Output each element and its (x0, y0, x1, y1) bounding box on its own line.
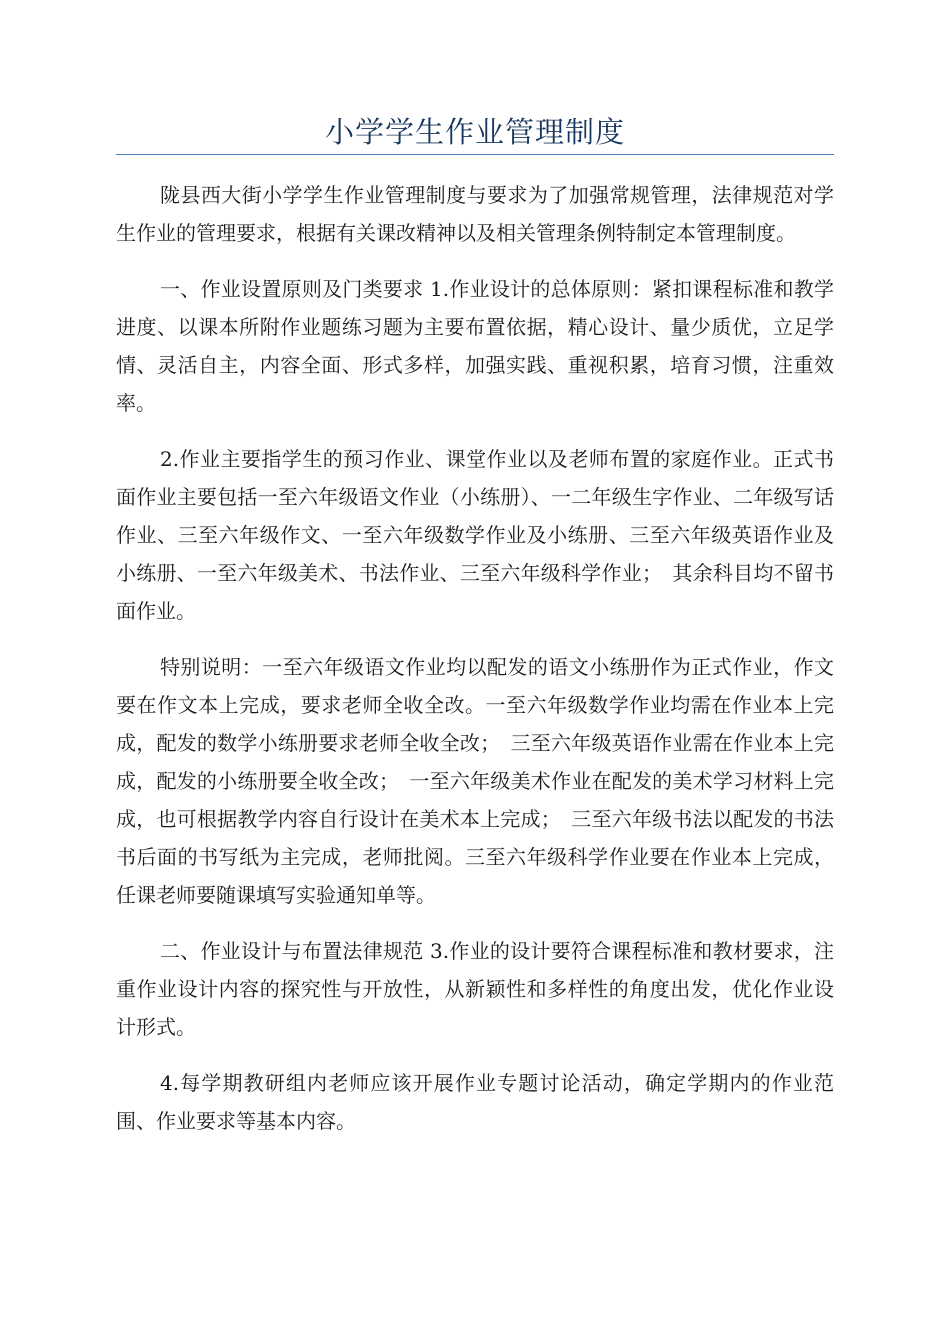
paragraph-section-one: 一、作业设置原则及门类要求 1.作业设计的总体原则：紧扣课程标准和教学进度、以课本所附作业题练习题为主要布置依据，精心设计、量少质优，立足学情、灵活自主，内容全面、形式多样，加强实践、重视积累，培育习惯，注重效率。 (116, 277, 834, 415)
paragraph-intro: 陇县西大街小学学生作业管理制度与要求为了加强常规管理，法律规范对学生作业的管理要求，根据有关课改精神以及相关管理条例特制定本管理制度。 (116, 183, 834, 245)
title-underline (116, 154, 834, 155)
paragraph-item-two: 2.作业主要指学生的预习作业、课堂作业以及老师布置的家庭作业。正式书面作业主要包括一至六年级语文作业（小练册）、一二年级生字作业、二年级写话作业、三至六年级作文、一至六年级数学作业及小练册、三至六年级英语作业及小练册、一至六年级美术、书法作业、三至六年级科学作业； 其余科目均不留书面作业。 (116, 447, 834, 623)
document-body (116, 176, 834, 1158)
paragraph-special-note: 特别说明：一至六年级语文作业均以配发的语文小练册作为正式作业，作文要在作文本上完成，要求老师全收全改。一至六年级数学作业均需在作业本上完成，配发的数学小练册要求老师全收全改； 三至六年级英语作业需在作业本上完成，配发的小练册要全收全改； 一至六年级美术作业在配发的美术学习材料上完成，也可根据教学内容自行设计在美术本上完成； 三至六年级书法以配发的书法书后面的书写纸为主完成，老师批阅。三至六年级科学作业要在作业本上完成，任课老师要随课填写实验通知单等。 (116, 655, 834, 907)
paragraph-item-four: 4.每学期教研组内老师应该开展作业专题讨论活动，确定学期内的作业范围、作业要求等基本内容。 (116, 1071, 834, 1133)
page-title: 小学学生作业管理制度 (324, 115, 625, 149)
paragraph-section-two: 二、作业设计与布置法律规范 3.作业的设计要符合课程标准和教材要求，注重作业设计内容的探究性与开放性，从新颖性和多样性的角度出发，优化作业设计形式。 (116, 939, 834, 1039)
